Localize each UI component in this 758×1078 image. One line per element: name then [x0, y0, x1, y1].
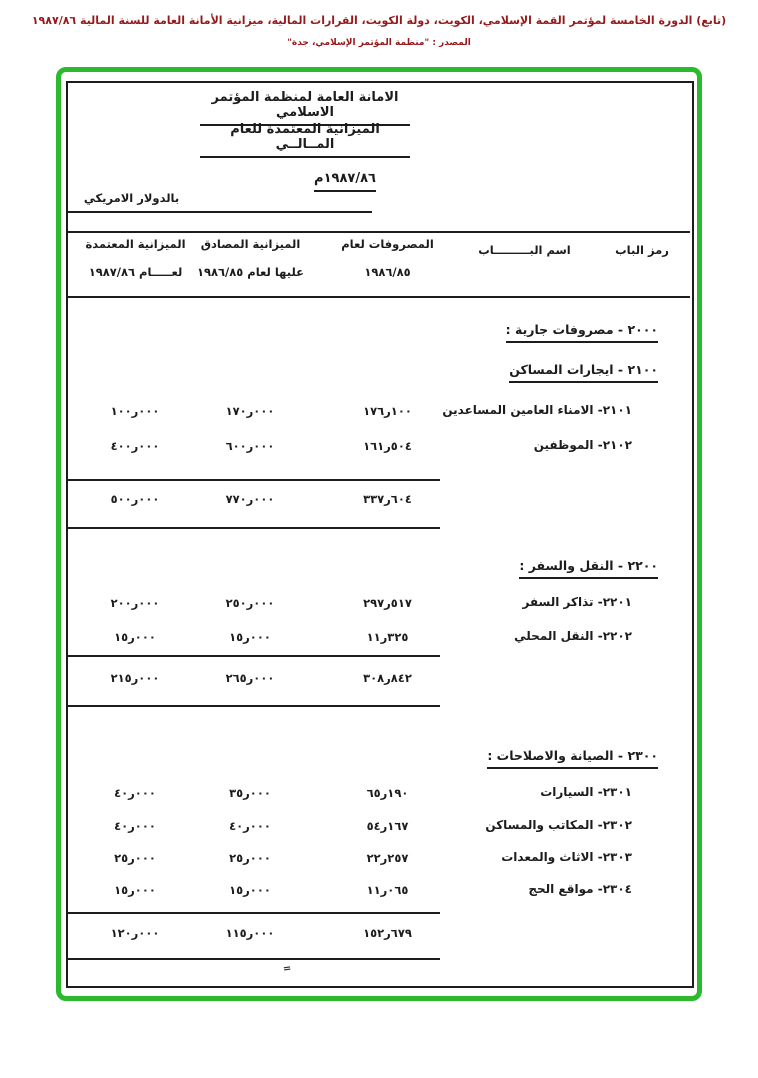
row-2201-approved: ٢٥٠ر٠٠٠ [225, 596, 275, 610]
fiscal-year-text: ١٩٨٧/٨٦م [314, 171, 376, 192]
col-header-code: رمز الباب [615, 243, 669, 257]
row-2101-adopted: ١٠٠ر٠٠٠ [110, 404, 160, 418]
col-header-name: اسم البـــــــــاب [478, 243, 571, 257]
table-header-top-rule [66, 231, 690, 233]
totals-2200-top-rule [66, 655, 440, 657]
row-label-2102: ٢١٠٢- الموظفين [533, 438, 632, 452]
fiscal-year [285, 171, 405, 192]
row-2102-expenditures: ١٦١ر٥٠٤ [363, 439, 412, 453]
totals-2200-approved: ٢٦٥ر٠٠٠ [225, 671, 275, 685]
row-2303-adopted: ٢٥ر٠٠٠ [114, 851, 156, 865]
stray-scan-mark: = [282, 962, 293, 976]
totals-2300-top-rule [66, 912, 440, 914]
row-label-2202: ٢٢٠٢- النقل المحلي [514, 629, 632, 643]
currency-note: بالدولار الامريكي [83, 191, 180, 205]
totals-2200-bottom-rule [66, 705, 440, 707]
chapter-2100-header-text: ٢١٠٠ - ايجارات المساكن [509, 362, 658, 383]
totals-2100-expenditures: ٣٣٧ر٦٠٤ [363, 492, 412, 506]
row-2303-approved: ٢٥ر٠٠٠ [229, 851, 271, 865]
row-2301-adopted: ٤٠ر٠٠٠ [114, 786, 156, 800]
row-2202-approved: ١٥ر٠٠٠ [229, 630, 271, 644]
chapter-2200-header-text: ٢٢٠٠ - النقل والسفر : [519, 558, 658, 579]
row-2302-approved: ٤٠ر٠٠٠ [229, 819, 271, 833]
row-2304-adopted: ١٥ر٠٠٠ [114, 883, 156, 897]
row-2202-expenditures: ١١ر٣٢٥ [366, 630, 409, 644]
chapter-2300-header-text: ٢٣٠٠ - الصيانة والاصلاحات : [487, 748, 658, 769]
totals-2300-bottom-rule [66, 958, 440, 960]
source-line: المصدر : "منظمة المؤتمر الإسلامي، جدة" [287, 38, 471, 48]
chapter-2200-header [440, 558, 658, 579]
section-2000-header-text: ٢٠٠٠ - مصروفات جارية : [506, 322, 658, 343]
totals-2300-adopted: ١٢٠ر٠٠٠ [110, 926, 160, 940]
budget-title-text: الميزانية المعتمدة للعام المــالــي [200, 122, 410, 158]
row-2301-expenditures: ٦٥ر١٩٠ [366, 786, 409, 800]
col-header-expenditures-line1: المصروفات لعام [341, 237, 434, 251]
row-2301-approved: ٣٥ر٠٠٠ [229, 786, 271, 800]
totals-2200-adopted: ٢١٥ر٠٠٠ [110, 671, 160, 685]
row-2102-approved: ٦٠٠ر٠٠٠ [225, 439, 275, 453]
row-2303-expenditures: ٢٢ر٢٥٧ [366, 851, 409, 865]
row-label-2302: ٢٣٠٢- المكاتب والمساكن [485, 818, 632, 832]
row-2101-approved: ١٧٠ر٠٠٠ [225, 404, 275, 418]
table-header-bottom-rule [66, 296, 690, 298]
col-header-approved-line1: الميزانية المصادق [200, 237, 301, 251]
row-label-2303: ٢٣٠٣- الاثاث والمعدات [501, 850, 632, 864]
totals-2300-expenditures: ١٥٢ر٦٧٩ [363, 926, 412, 940]
org-title-text: الامانة العامة لمنظمة المؤتمر الاسلامي [200, 90, 410, 126]
row-2304-approved: ١٥ر٠٠٠ [229, 883, 271, 897]
row-label-2304: ٢٣٠٤- مواقع الحج [528, 882, 632, 896]
row-2302-expenditures: ٥٤ر١٦٧ [366, 819, 409, 833]
col-header-expenditures-line2: ١٩٨٦/٨٥ [364, 265, 411, 279]
col-header-approved-line2: عليها لعام ١٩٨٦/٨٥ [196, 265, 305, 279]
section-2000-header [440, 322, 658, 343]
row-label-2101: ٢١٠١- الامناء العامين المساعدين [442, 403, 632, 417]
row-2102-adopted: ٤٠٠ر٠٠٠ [110, 439, 160, 453]
chapter-2300-header [440, 748, 658, 769]
row-2201-expenditures: ٢٩٧ر٥١٧ [363, 596, 412, 610]
totals-2200-expenditures: ٣٠٨ر٨٤٢ [363, 671, 412, 685]
totals-2100-adopted: ٥٠٠ر٠٠٠ [110, 492, 160, 506]
org-title [200, 90, 410, 126]
col-header-adopted-line2: لعـــــام ١٩٨٧/٨٦ [88, 265, 183, 279]
row-label-2301: ٢٣٠١- السيارات [540, 785, 632, 799]
row-2202-adopted: ١٥ر٠٠٠ [114, 630, 156, 644]
citation-line: (تابع) الدورة الخامسة لمؤتمر القمة الإسلامي، الكويت، دولة الكويت، القرارات المالية، ميزانية الأمانة العامة للسنة المالية ١٩٨٧/٨٦ [31, 14, 727, 27]
row-2304-expenditures: ١١ر٠٦٥ [366, 883, 409, 897]
totals-2100-bottom-rule [66, 527, 440, 529]
row-2302-adopted: ٤٠ر٠٠٠ [114, 819, 156, 833]
col-header-adopted-line1: الميزانية المعتمدة [85, 237, 186, 251]
currency-underline-rule [66, 211, 372, 213]
row-2101-expenditures: ١٧٦ر١٠٠ [363, 404, 412, 418]
budget-title [200, 122, 410, 158]
totals-2100-top-rule [66, 479, 440, 481]
row-label-2201: ٢٢٠١- تذاكر السفر [522, 595, 632, 609]
totals-2100-approved: ٧٧٠ر٠٠٠ [225, 492, 275, 506]
chapter-2100-header [440, 362, 658, 383]
totals-2300-approved: ١١٥ر٠٠٠ [225, 926, 275, 940]
row-2201-adopted: ٢٠٠ر٠٠٠ [110, 596, 160, 610]
